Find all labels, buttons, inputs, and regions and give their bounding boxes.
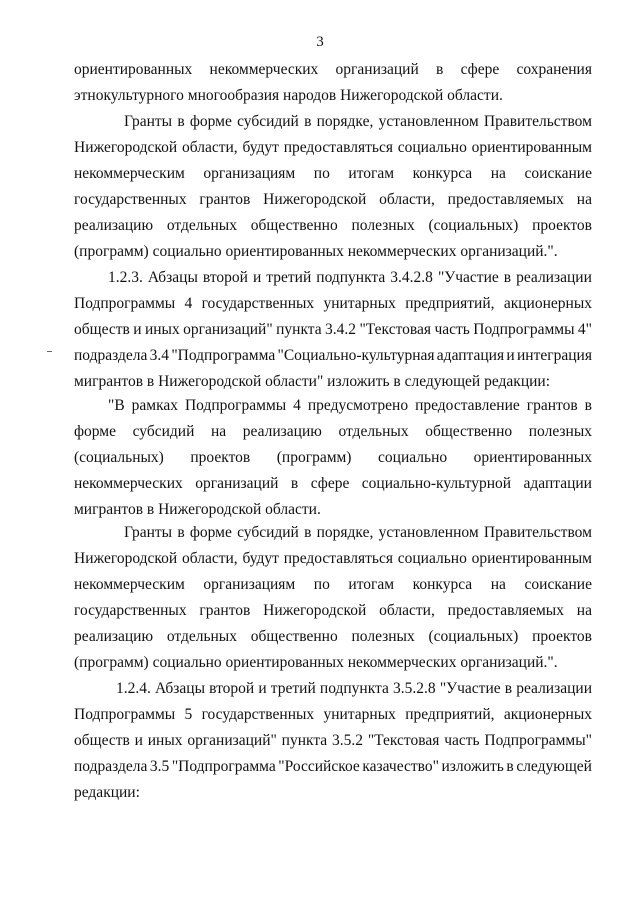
word: и xyxy=(133,321,142,338)
word: "Текстовая xyxy=(359,321,432,338)
word: 4" xyxy=(577,321,592,338)
word: итогам xyxy=(348,165,395,182)
word: Подпрограммы xyxy=(74,295,176,312)
word: (социальных) xyxy=(428,217,519,234)
word: Абзацы xyxy=(155,680,206,697)
word: социально xyxy=(378,449,448,466)
word: области, xyxy=(379,191,435,208)
word: проектов xyxy=(532,628,592,645)
word: (социальных) xyxy=(428,628,519,645)
word: 4 xyxy=(184,295,193,312)
word: отдельных xyxy=(338,423,409,440)
word: области, xyxy=(379,602,435,619)
word: конкурса xyxy=(412,576,473,593)
paragraph-grants-1 xyxy=(74,109,592,265)
word: реализации xyxy=(516,680,592,697)
word: и xyxy=(252,269,262,286)
word: некоммерческих xyxy=(74,475,183,492)
word: интеграция xyxy=(517,347,592,364)
word: итогам xyxy=(348,576,395,593)
word: в xyxy=(290,475,299,492)
word: порядке, xyxy=(316,524,374,541)
word: организациям xyxy=(203,576,296,593)
word: в xyxy=(584,397,592,414)
word: в xyxy=(503,269,512,286)
word: соискание xyxy=(524,576,592,593)
word: по xyxy=(313,576,330,593)
word: и xyxy=(506,347,515,364)
word: следующей xyxy=(516,758,592,775)
text-line xyxy=(74,317,592,343)
word: отдельных xyxy=(166,217,237,234)
word: 3.4.2 xyxy=(325,321,357,338)
text-line xyxy=(74,598,592,624)
word: сфере xyxy=(460,61,500,78)
text-line xyxy=(74,83,592,109)
word: предприятий, xyxy=(405,706,495,723)
word: общественно xyxy=(425,423,513,440)
text-line xyxy=(74,135,592,161)
word: часть xyxy=(434,321,470,338)
word: унитарных xyxy=(323,706,396,723)
word: ориентированных xyxy=(473,449,592,466)
word: области, xyxy=(181,550,238,567)
word: адаптация xyxy=(436,347,505,364)
text-line xyxy=(74,393,592,419)
word: Нижегородской xyxy=(74,139,178,156)
word: подраздела xyxy=(74,758,148,775)
word: общественно xyxy=(250,217,338,234)
word: второй xyxy=(202,269,248,286)
word: грантов xyxy=(199,191,251,208)
word: этнокультурного многообразия народов Нижегородской области. xyxy=(74,87,503,104)
word: организаций" xyxy=(187,732,277,749)
word: 5 xyxy=(184,706,193,723)
text-line xyxy=(74,419,592,445)
word: иных xyxy=(147,732,183,749)
word: 1.2.4. xyxy=(116,680,151,697)
word: (программ) xyxy=(276,449,352,466)
word: казачество" xyxy=(362,758,439,775)
word: в xyxy=(436,61,444,78)
word: адаптации xyxy=(523,475,592,492)
word: Подпрограммы xyxy=(74,706,176,723)
word: порядке, xyxy=(316,113,374,130)
word: Правительством xyxy=(483,113,592,130)
word: на xyxy=(576,602,592,619)
word: обществ xyxy=(74,321,130,338)
word: Гранты xyxy=(124,524,173,541)
text-line xyxy=(74,754,592,780)
word: 4 xyxy=(293,397,301,414)
word: часть xyxy=(444,732,480,749)
word: редакции: xyxy=(74,784,140,801)
word: "Текстовая xyxy=(367,732,440,749)
word: будут xyxy=(242,550,279,567)
word: полезных xyxy=(351,628,415,645)
paragraph-1-2-3 xyxy=(74,265,592,395)
word: предоставляемых xyxy=(447,191,564,208)
word: предприятий, xyxy=(405,295,495,312)
text-line xyxy=(74,213,592,239)
word: (программ) социально ориентированных некоммерческих организаций.". xyxy=(74,243,558,260)
word: проектов xyxy=(532,217,592,234)
word: на xyxy=(490,576,506,593)
word: в xyxy=(177,524,185,541)
text-line xyxy=(74,572,592,598)
word: социально xyxy=(397,139,467,156)
text-line xyxy=(74,291,592,317)
word: форме xyxy=(189,113,232,130)
word: субсидий xyxy=(237,113,299,130)
word: некоммерческим xyxy=(74,576,185,593)
text-line xyxy=(74,57,592,83)
word: 3.5.2.8 xyxy=(393,680,436,697)
word: Нижегородской xyxy=(263,602,367,619)
word: Абзацы xyxy=(147,269,198,286)
paragraph-continuation xyxy=(74,57,592,109)
word: организаций" xyxy=(183,321,273,338)
text-line xyxy=(74,161,592,187)
word: Правительством xyxy=(483,524,592,541)
paragraph-1-2-4 xyxy=(74,676,592,806)
text-line xyxy=(74,676,592,702)
page-number: 3 xyxy=(316,34,324,50)
word: "Подпрограмма xyxy=(171,758,276,775)
word: реализации xyxy=(516,269,592,286)
word: субсидий xyxy=(132,423,195,440)
word: Нижегородской xyxy=(263,191,367,208)
word: 3.5.2 xyxy=(332,732,363,749)
scan-mark xyxy=(47,351,52,352)
word: акционерных xyxy=(503,295,592,312)
word: организаций xyxy=(335,61,419,78)
word: в xyxy=(506,758,514,775)
word: мигрантов в Нижегородской области. xyxy=(74,501,321,518)
word: "Участие xyxy=(439,680,501,697)
word: 1.2.3. xyxy=(108,269,143,286)
word: подпункта xyxy=(316,269,386,286)
word: на xyxy=(490,165,506,182)
word: сохранения xyxy=(516,61,592,78)
text-line xyxy=(74,369,592,395)
word: предоставляться xyxy=(283,139,393,156)
text-line xyxy=(74,650,592,676)
text-line xyxy=(74,624,592,650)
word: изложить xyxy=(441,758,504,775)
text-line xyxy=(74,239,592,265)
word: некоммерческих xyxy=(209,61,319,78)
word: реализацию xyxy=(74,217,154,234)
word: 3.5 xyxy=(149,758,170,775)
word: государственных xyxy=(201,706,315,723)
word: установленном xyxy=(378,113,479,130)
text-line xyxy=(74,520,592,546)
word: ориентированным xyxy=(471,139,592,156)
word: рамках xyxy=(131,397,179,414)
word: предоставление xyxy=(415,397,520,414)
word: второй xyxy=(209,680,255,697)
word: и xyxy=(258,680,267,697)
word: субсидий xyxy=(237,524,299,541)
paragraph-quote xyxy=(74,393,592,523)
word: Нижегородской xyxy=(74,550,178,567)
word: обществ xyxy=(74,732,130,749)
text-line xyxy=(74,546,592,572)
word: организаций xyxy=(195,475,279,492)
word: проектов xyxy=(190,449,251,466)
word: предоставляемых xyxy=(447,602,564,619)
word: социально xyxy=(397,550,467,567)
word: грантов xyxy=(199,602,251,619)
word: государственных xyxy=(201,295,315,312)
word: 3.4 xyxy=(149,347,170,364)
word: установленном xyxy=(378,524,479,541)
word: форме xyxy=(74,423,116,440)
text-line xyxy=(74,780,592,806)
text-line xyxy=(74,471,592,497)
word: форме xyxy=(189,524,232,541)
word: предусмотрено xyxy=(307,397,409,414)
word: Подпрограммы" xyxy=(484,732,592,749)
text-line xyxy=(74,265,592,291)
text-line xyxy=(74,109,592,135)
word: 3.4.2.8 xyxy=(390,269,433,286)
word: по xyxy=(313,165,330,182)
text-line xyxy=(74,187,592,213)
word: отдельных xyxy=(166,628,237,645)
word: соискание xyxy=(524,165,592,182)
word: "Социально-культурная xyxy=(277,347,435,364)
text-line xyxy=(74,702,592,728)
word: (программ) социально ориентированных некоммерческих организаций.". xyxy=(74,654,558,671)
text-line xyxy=(74,343,592,369)
word: "В xyxy=(108,397,125,414)
word: социально-культурной xyxy=(361,475,512,492)
word: полезных xyxy=(351,217,415,234)
word: акционерных xyxy=(503,706,592,723)
word: реализацию xyxy=(242,423,322,440)
word: предоставляться xyxy=(283,550,393,567)
word: третий xyxy=(270,680,316,697)
word: области, xyxy=(181,139,238,156)
word: государственных xyxy=(74,191,187,208)
word: Подпрограммы xyxy=(184,397,287,414)
word: третий xyxy=(266,269,312,286)
word: мигрантов в Нижегородской области" изложить в следующей редакции: xyxy=(74,373,551,390)
word: подпункта xyxy=(319,680,389,697)
word: будут xyxy=(242,139,279,156)
word: в xyxy=(177,113,185,130)
word: в xyxy=(504,680,513,697)
word: "Российское xyxy=(278,758,360,775)
word: Подпрограммы xyxy=(473,321,575,338)
word: (социальных) xyxy=(74,449,164,466)
word: унитарных xyxy=(323,295,396,312)
word: государственных xyxy=(74,602,187,619)
word: конкурса xyxy=(412,165,473,182)
word: "Подпрограмма xyxy=(171,347,276,364)
word: сфере xyxy=(310,475,350,492)
word: ориентированных xyxy=(74,61,193,78)
word: общественно xyxy=(250,628,338,645)
word: пункта xyxy=(276,321,322,338)
paragraph-grants-2 xyxy=(74,520,592,676)
word: некоммерческим xyxy=(74,165,185,182)
word: подраздела xyxy=(74,347,148,364)
word: иных xyxy=(144,321,180,338)
word: Гранты xyxy=(124,113,173,130)
text-line xyxy=(74,728,592,754)
word: организациям xyxy=(203,165,296,182)
word: и xyxy=(134,732,143,749)
word: на xyxy=(210,423,227,440)
word: "Участие xyxy=(437,269,499,286)
word: пункта xyxy=(281,732,328,749)
word: грантов xyxy=(526,397,578,414)
word: в xyxy=(304,113,312,130)
word: в xyxy=(304,524,312,541)
word: реализацию xyxy=(74,628,154,645)
word: полезных xyxy=(528,423,592,440)
word: ориентированным xyxy=(471,550,592,567)
word: на xyxy=(576,191,592,208)
text-line xyxy=(74,445,592,471)
